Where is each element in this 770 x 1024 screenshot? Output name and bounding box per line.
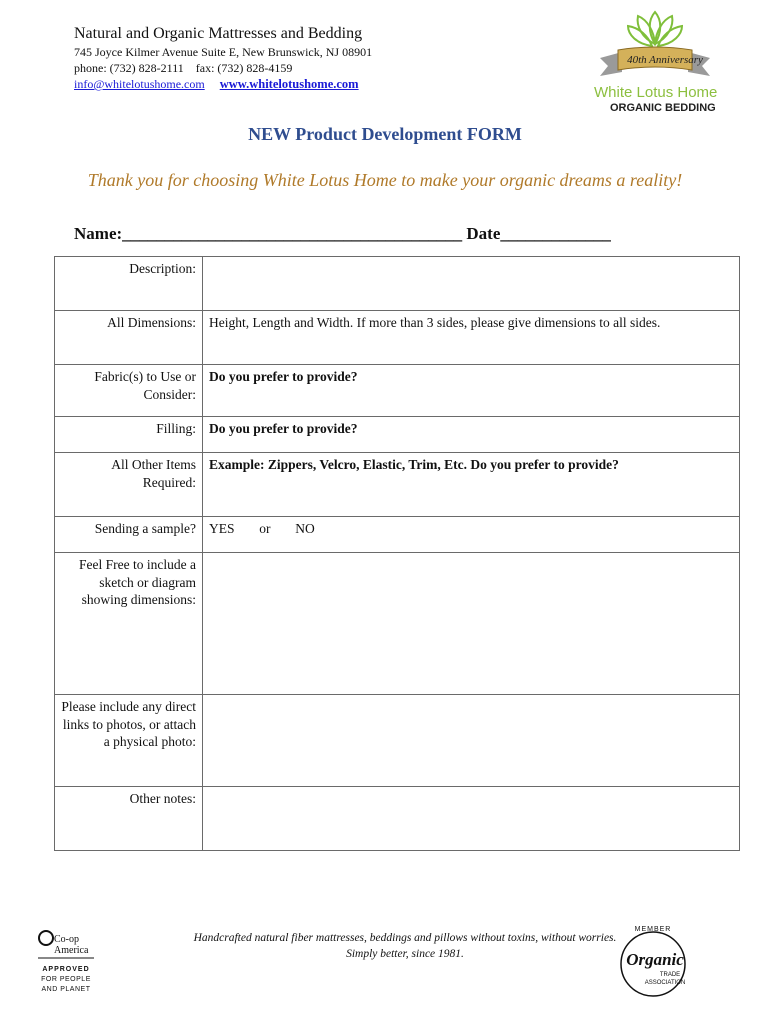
coop-america-badge (36, 928, 96, 1000)
description-field[interactable] (203, 257, 740, 311)
coop-approved: APPROVED (42, 966, 90, 973)
dimensions-field[interactable]: Height, Length and Width. If more than 3 sides, please give dimensions to all sides. (203, 311, 740, 365)
sample-field (203, 517, 740, 553)
lotus-anniversary-icon (590, 6, 720, 86)
fabric-field[interactable]: Do you prefer to provide? (203, 365, 740, 417)
sample-yes-option[interactable]: YES (209, 521, 235, 536)
brand-block (594, 84, 744, 115)
notes-field[interactable] (203, 787, 740, 851)
sample-no-option[interactable]: NO (295, 521, 315, 536)
contact-links (74, 76, 494, 92)
table-row (55, 311, 740, 365)
table-row (55, 453, 740, 517)
other-items-field[interactable]: Example: Zippers, Velcro, Elastic, Trim, Etc. Do you prefer to provide? (203, 453, 740, 517)
sketch-label: Feel Free to include a sketch or diagram showing dimensions: (55, 553, 203, 695)
footer-line-2: Simply better, since 1981. (346, 948, 464, 960)
phone-fax: phone: (732) 828-2111 fax: (732) 828-4159 (74, 61, 293, 75)
other-items-label: All Other Items Required: (55, 453, 203, 517)
table-row (55, 257, 740, 311)
footer-line-1: Handcrafted natural fiber mattresses, beddings and pillows without toxins, without worries. (193, 932, 617, 944)
brand-name: White Lotus Home (594, 84, 718, 101)
brand-subtitle: ORGANIC BEDDING (610, 102, 716, 114)
sketch-field[interactable] (203, 553, 740, 695)
website-link[interactable]: www.whitelotushome.com (219, 77, 359, 91)
organic-trade-association-badge (612, 920, 694, 1000)
coop-for-people: FOR PEOPLE (41, 976, 91, 983)
table-row (55, 553, 740, 695)
filling-label: Filling: (55, 417, 203, 453)
ota-association: ASSOCIATION (644, 980, 686, 986)
coop-and-planet: AND PLANET (41, 986, 91, 993)
table-row (55, 417, 740, 453)
table-row (55, 695, 740, 787)
anniversary-banner-text: 40th Anniversary (627, 54, 703, 66)
form-tagline: Thank you for choosing White Lotus Home to make your organic dreams a reality! (87, 170, 683, 190)
coop-name: Co-op America (54, 934, 89, 956)
name-date-line[interactable]: Name:________________________________________ Date_____________ (74, 224, 611, 243)
company-address: 745 Joyce Kilmer Avenue Suite E, New Brunswick, NJ 08901 (74, 45, 373, 59)
form-title: NEW Product Development FORM (248, 124, 522, 144)
company-tagline: Natural and Organic Mattresses and Bedding (74, 25, 363, 42)
sample-or-text: or (259, 521, 271, 536)
ota-trade: TRADE (659, 972, 681, 978)
ota-organic: Organic (626, 950, 684, 969)
filling-field[interactable]: Do you prefer to provide? (203, 417, 740, 453)
table-row (55, 365, 740, 417)
product-form-table (54, 256, 740, 851)
sample-label: Sending a sample? (55, 517, 203, 553)
dimensions-label: All Dimensions: (55, 311, 203, 365)
footer-tagline (140, 930, 670, 962)
photos-field[interactable] (203, 695, 740, 787)
fabric-label: Fabric(s) to Use or Consider: (55, 365, 203, 417)
table-row (55, 787, 740, 851)
letterhead (74, 24, 494, 92)
notes-label: Other notes: (55, 787, 203, 851)
ota-member: MEMBER (634, 926, 672, 933)
photos-label: Please include any direct links to photos, or attach a physical photo: (55, 695, 203, 787)
description-label: Description: (55, 257, 203, 311)
table-row (55, 517, 740, 553)
email-link[interactable]: info@whitelotushome.com (74, 77, 205, 91)
